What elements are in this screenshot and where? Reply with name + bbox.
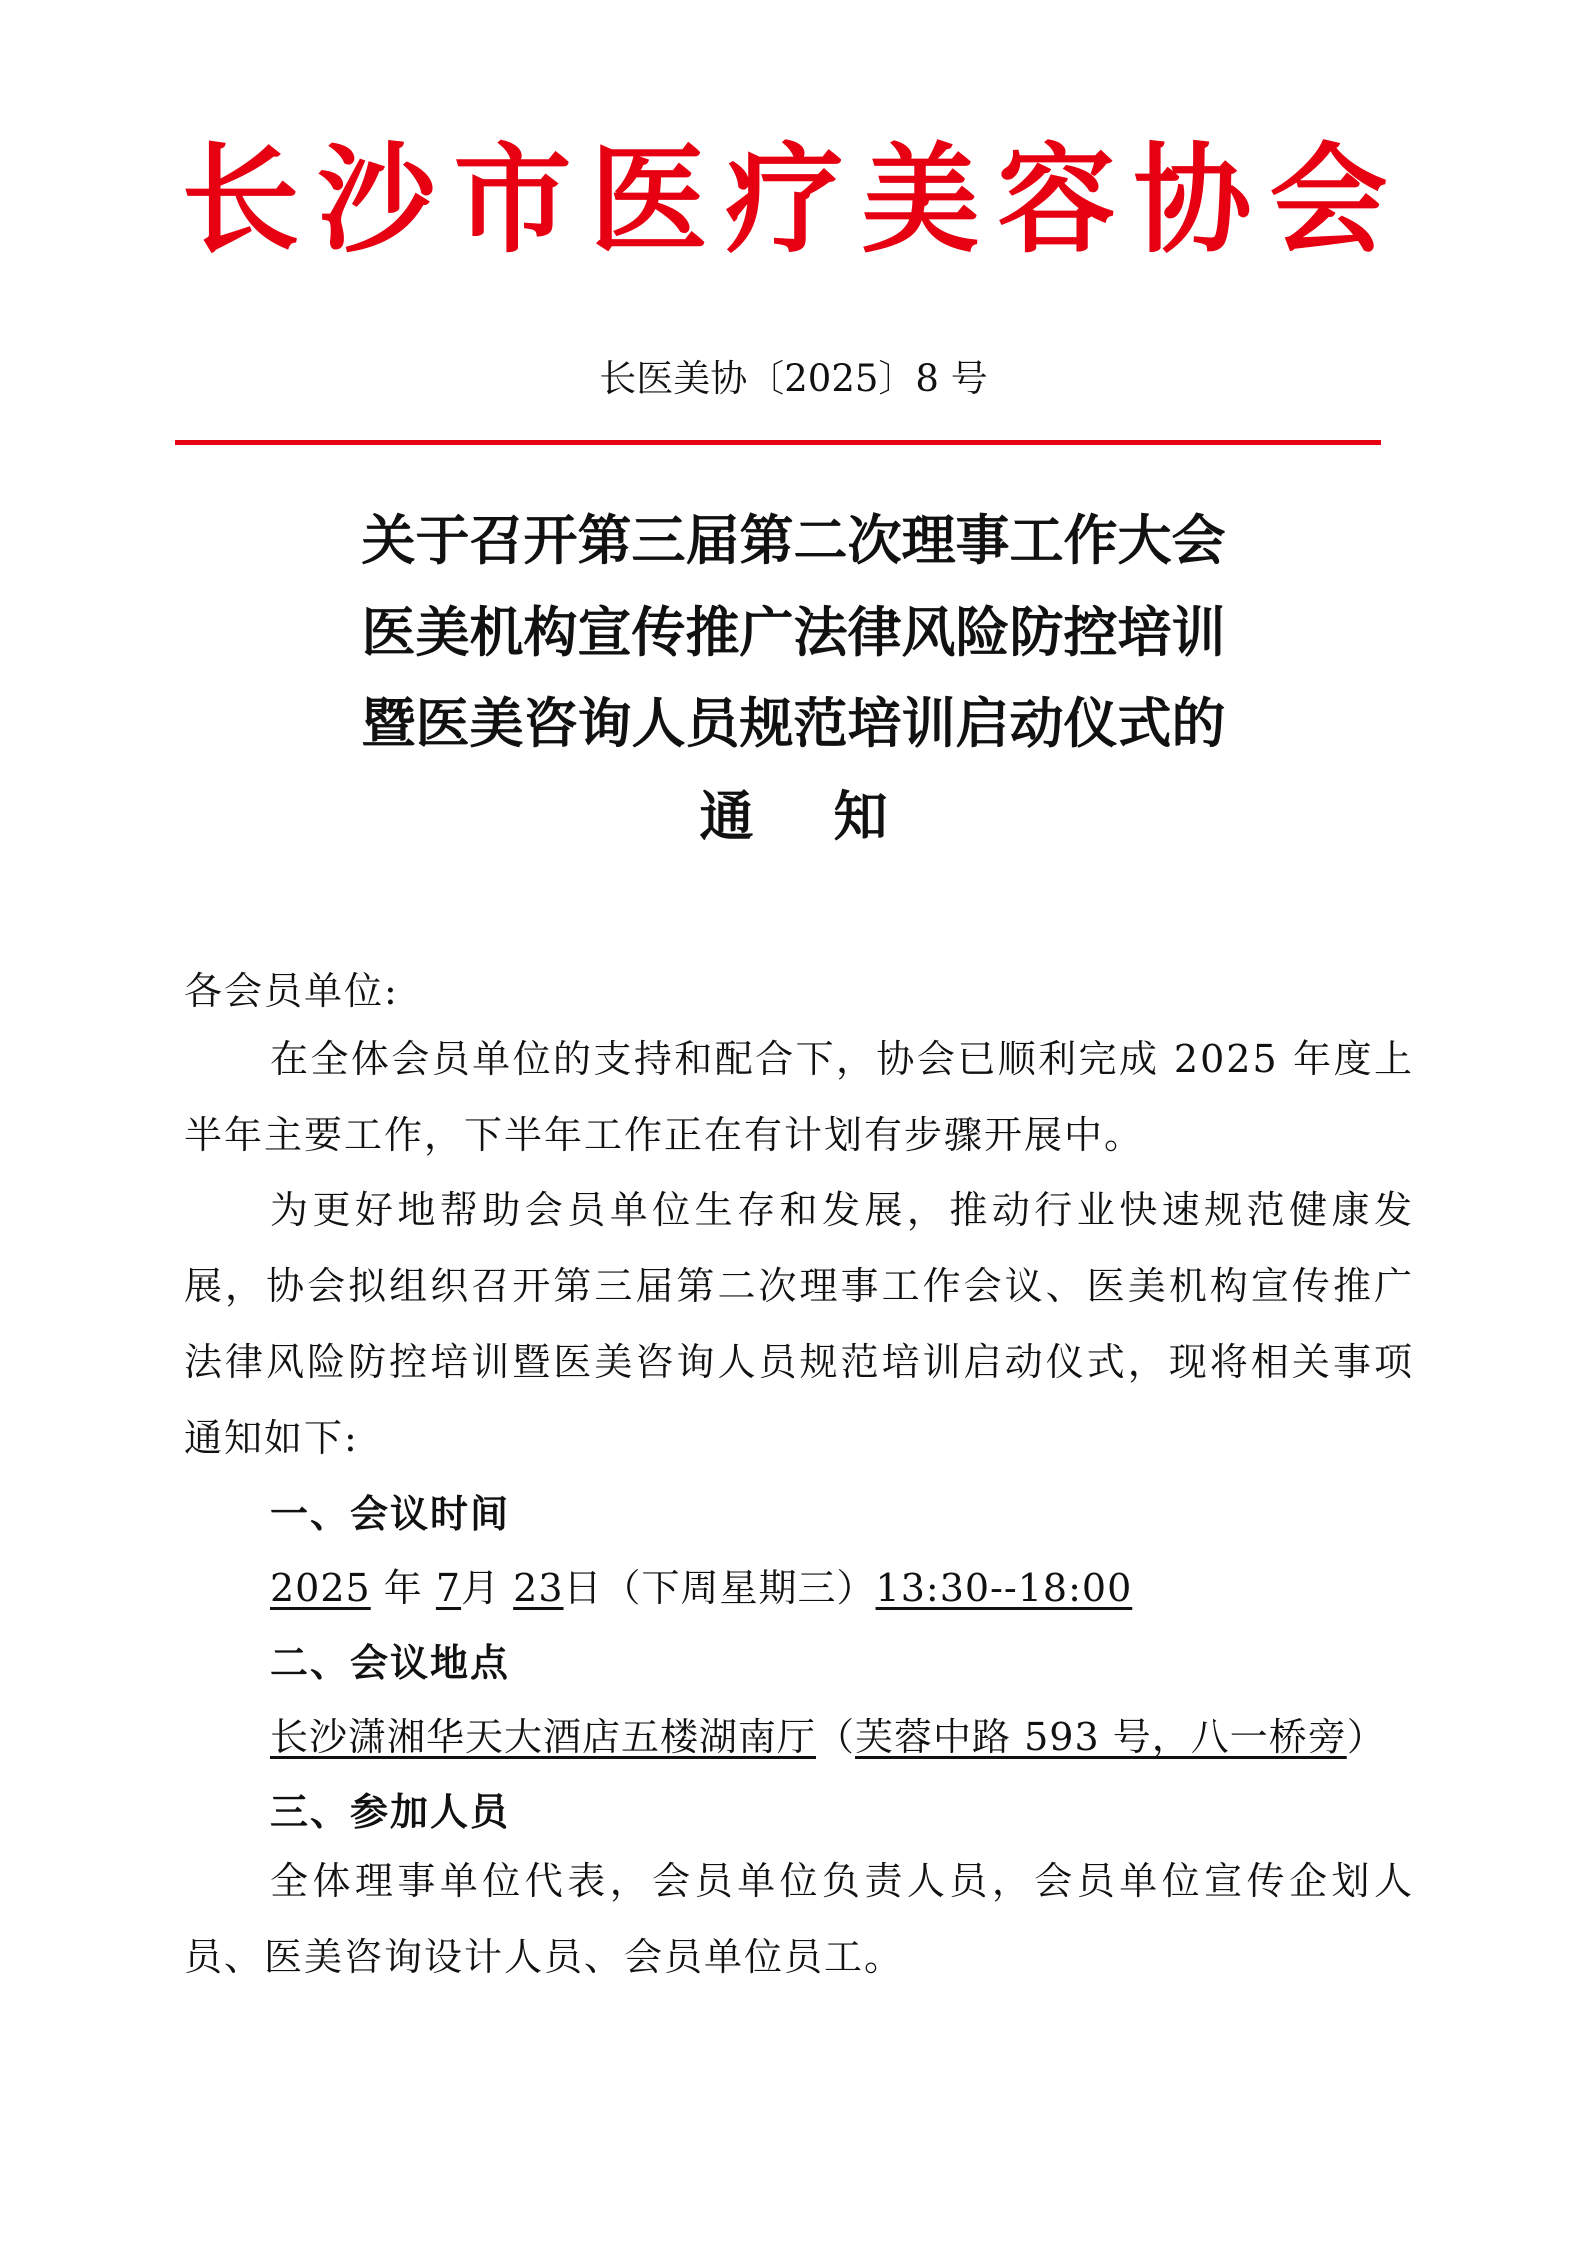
month-suffix: 月 — [461, 1566, 514, 1610]
document-number: 长医美协〔2025〕8 号 — [599, 357, 988, 400]
venue-name: 长沙潇湘华天大酒店五楼湖南厅 — [270, 1715, 817, 1759]
section-heading-place: 二、会议地点 — [270, 1640, 511, 1685]
title-line-1: 关于召开第三届第二次理事工作大会 — [361, 508, 1226, 572]
paragraph-1: 在全体会员单位的支持和配合下，协会已顺利完成 2025 年度上半年主要工作，下半年工作正在有计划有步骤开展中。 — [184, 1037, 1414, 1157]
title-line-2: 医美机构宣传推广法律风险防控培训 — [361, 600, 1226, 664]
paragraph-2: 为更好地帮助会员单位生存和发展，推动行业快速规范健康发展，协会拟组织召开第三届第二次理事工作会议、医美机构宣传推广法律风险防控培训暨医美咨询人员规范培训启动仪式，现将相关事项通知如下: — [184, 1188, 1414, 1460]
meeting-month: 7 — [435, 1566, 462, 1610]
section-heading-attendees: 三、参加人员 — [270, 1789, 511, 1834]
meeting-hours: 13:30--18:00 — [875, 1566, 1133, 1610]
open-paren: （ — [816, 1715, 856, 1759]
meeting-day: 23 — [513, 1566, 564, 1610]
close-paren: ） — [1346, 1715, 1386, 1759]
day-suffix: 日（下周星期三） — [563, 1566, 876, 1610]
red-divider — [175, 440, 1381, 445]
section-heading-time: 一、会议时间 — [270, 1491, 511, 1536]
meeting-time — [270, 1557, 1132, 1612]
attendees-paragraph: 全体理事单位代表，会员单位负责人员，会员单位宣传企划人员、医美咨询设计人员、会员单位员工。 — [184, 1859, 1414, 1979]
meeting-place — [270, 1706, 1386, 1761]
title-line-4: 通知 — [699, 784, 968, 848]
venue-address: 芙蓉中路 593 号，八一桥旁 — [855, 1715, 1347, 1759]
salutation: 各会员单位: — [184, 969, 399, 1013]
title-line-3: 暨医美咨询人员规范培训启动仪式的 — [361, 691, 1226, 755]
year-suffix: 年 — [370, 1566, 436, 1610]
meeting-year: 2025 — [270, 1566, 371, 1610]
organization-name: 长沙市医疗美容协会 — [181, 130, 1406, 269]
